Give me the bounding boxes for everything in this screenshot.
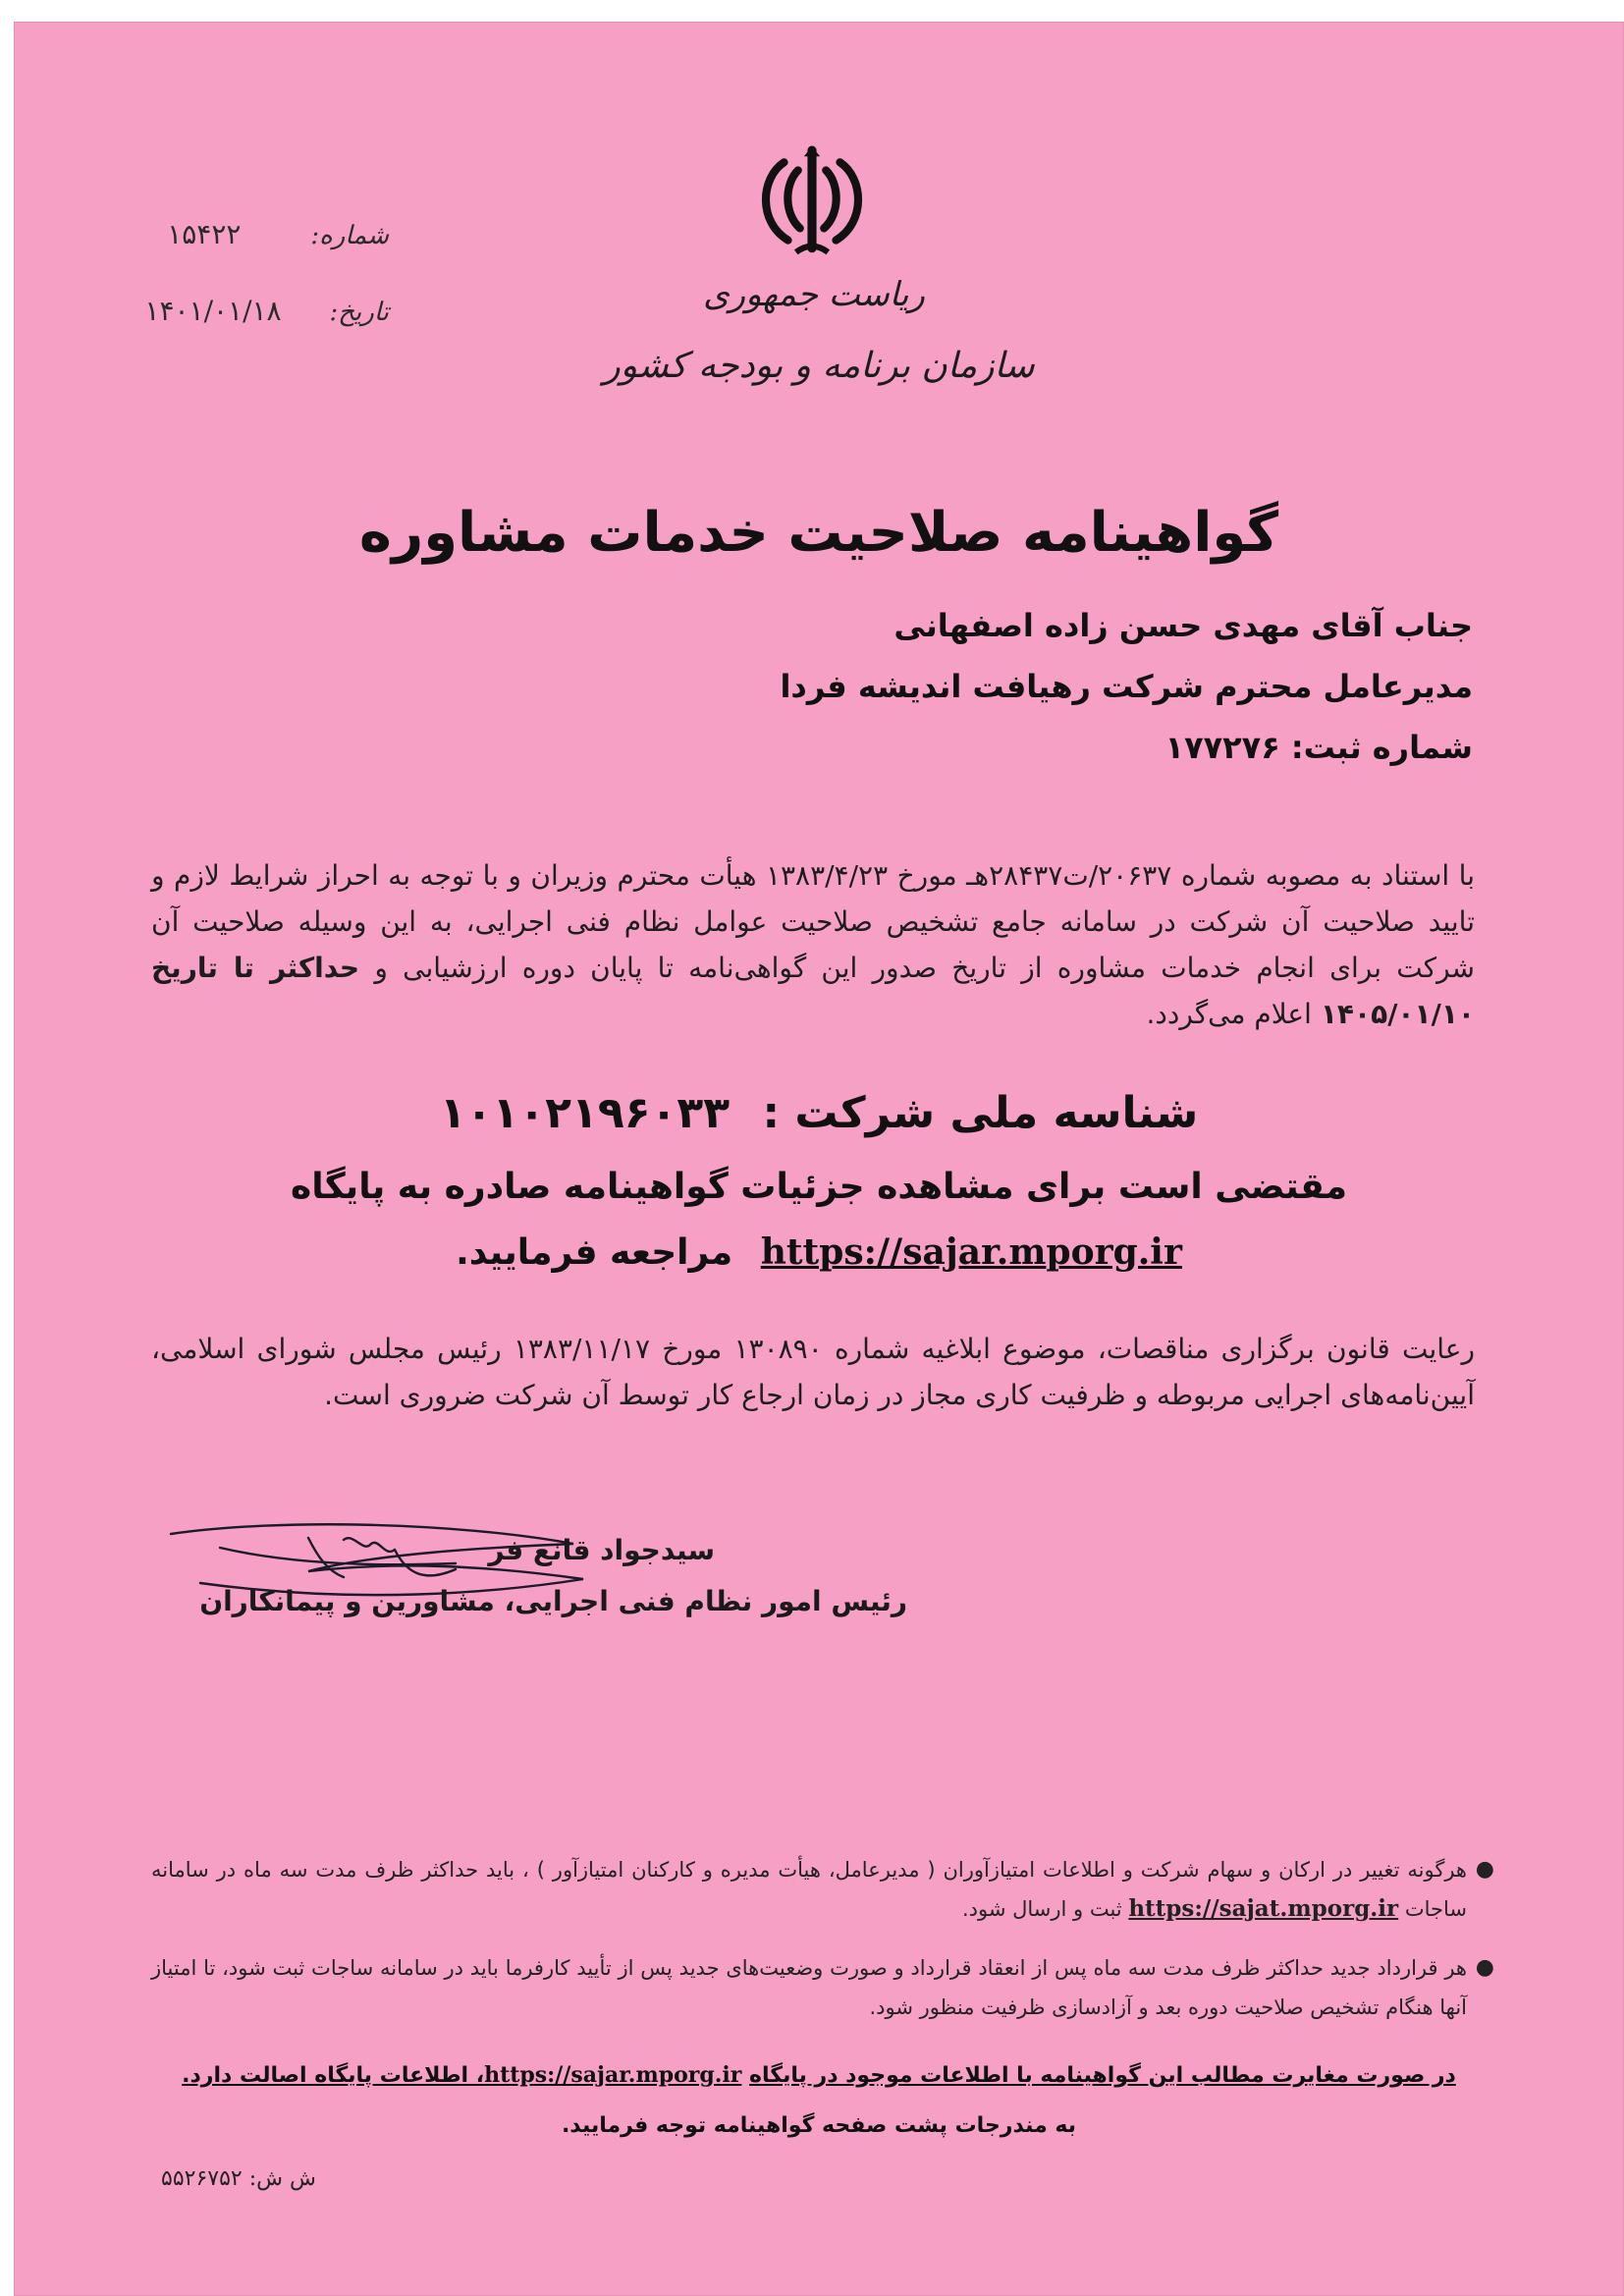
discrepancy-head: در صورت مغایرت مطالب این گواهینامه با اطلاعات موجود در پایگاه	[749, 2063, 1456, 2088]
approval-text: با استناد به مصوبه شماره ۲۰۶۳۷/ت۲۸۴۳۷هـ مورخ ۱۳۸۳/۴/۲۳ هیأت محترم وزیران و با توجه به احراز شرایط لازم و تایید صلاحیت آن شرکت در سامانه جامع تشخیص صلاحیت عوامل نظام فنی اجرایی، به این وسیله صلاحیت آن شرکت برای انجام خدمات مشاوره از تاریخ صدور این گواهی‌نامه تا پایان دوره ارزشیابی و	[151, 859, 1476, 984]
approval-tail: اعلام می‌گردد.	[1146, 998, 1321, 1030]
discrepancy-tail: ، اطلاعات پایگاه اصالت دارد.	[182, 2063, 485, 2088]
discrepancy-notice	[14, 2062, 1624, 2088]
addressee-name: جناب آقای مهدی حسن زاده اصفهانی	[893, 607, 1473, 644]
national-id-line	[14, 1088, 1624, 1138]
letter-date-label: تاریخ:	[329, 298, 389, 327]
org-line-planning-budget: سازمان برنامه و بودجه کشور	[603, 346, 1035, 386]
signature-block	[161, 1514, 907, 1632]
back-page-notice: به مندرجات پشت صفحه گواهینامه توجه فرمایید.	[561, 2113, 1077, 2138]
portal-notice-line1: مقتضی است برای مشاهده جزئیات گواهینامه صادره به پایگاه	[290, 1167, 1348, 1207]
letter-date-value: ۱۴۰۱/۰۱/۱۸	[144, 295, 282, 327]
footnote-1-text: هرگونه تغییر در ارکان و سهام شرکت و اطلاعات امتیازآوران ( مدیرعامل، هیأت مدیره و کارکنان امتیازآور ) ، باید حداکثر ظرف مدت سه ماه در سامانه ساجات	[151, 1858, 1467, 1921]
registration-number	[1165, 729, 1473, 766]
addressee-position: مدیرعامل محترم شرکت رهیافت اندیشه فردا	[780, 668, 1473, 705]
discrepancy-portal-link[interactable]: https://sajar.mporg.ir	[484, 2062, 742, 2088]
national-id-value: ۱۰۱۰۲۱۹۶۰۳۳	[439, 1088, 731, 1138]
footnote-1-tail: ثبت و ارسال شود.	[961, 1897, 1122, 1921]
compliance-paragraph: رعایت قانون برگزاری مناقصات، موضوع ابلاغیه شماره ۱۳۰۸۹۰ مورخ ۱۳۸۳/۱۱/۱۷ رئیس مجلس شورای اسلامی، آیین‌نامه‌های اجرایی مربوطه و ظرفیت کاری مجاز در زمان ارجاع کار توسط آن شرکت ضروری است.	[151, 1333, 1476, 1411]
bullet-icon: ●	[1475, 1955, 1494, 1980]
portal-notice-line2	[14, 1231, 1624, 1273]
signatory-name: سیدجواد قانع فر	[488, 1534, 715, 1566]
letter-number	[167, 218, 389, 250]
footnote-1	[151, 1850, 1494, 1929]
letter-number-value: ۱۵۴۲۲	[167, 218, 242, 250]
footnote-2-text: هر قرارداد جدید حداکثر ظرف مدت سه ماه پس از انعقاد قرارداد و صورت وضعیت‌های جدید پس از تأیید کارفرما باید در سامانه ساجات ثبت شود، تا امتیاز آنها هنگام تشخیص صلاحیت دوره بعد و آزادسازی ظرفیت منظور شود.	[151, 1956, 1467, 2019]
refer-text: مراجعه فرمایید.	[456, 1232, 733, 1273]
serial-value: ۵۵۲۶۷۵۲	[161, 2166, 243, 2191]
letter-number-label: شماره:	[310, 221, 389, 250]
approval-paragraph	[151, 852, 1475, 1037]
org-line-presidency: ریاست جمهوری	[703, 275, 925, 314]
validity-deadline: حداکثر تا تاریخ ۱۴۰۵/۰۱/۱۰	[151, 952, 1475, 1030]
national-id-label: شناسه ملی شرکت :	[762, 1088, 1199, 1138]
serial-number	[161, 2166, 316, 2191]
certificate-sheet	[14, 22, 1624, 2296]
sajar-portal-link[interactable]: https://sajar.mporg.ir	[760, 1231, 1182, 1273]
bullet-icon: ●	[1475, 1857, 1494, 1882]
footnote-2	[151, 1948, 1494, 2027]
signatory-title: رئیس امور نظام فنی اجرایی، مشاورین و پیمانکاران	[199, 1585, 907, 1617]
registration-number-value: ۱۷۷۲۷۶	[1164, 729, 1280, 766]
iran-emblem-icon	[752, 144, 872, 264]
serial-label: ش ش:	[248, 2166, 316, 2191]
registration-number-label: شماره ثبت:	[1290, 729, 1473, 766]
letter-date	[144, 295, 389, 327]
certificate-title: گواهینامه صلاحیت خدمات مشاوره	[358, 501, 1279, 565]
sajat-portal-link[interactable]: https://sajat.mporg.ir	[1128, 1895, 1399, 1922]
